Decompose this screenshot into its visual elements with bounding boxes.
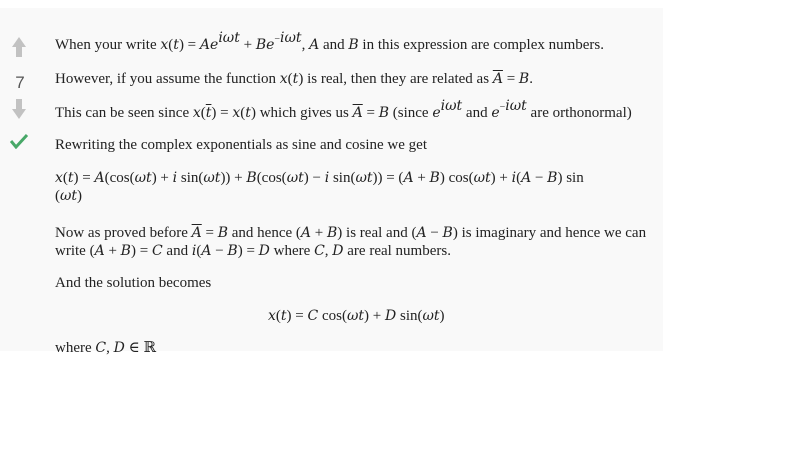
answer-card — [0, 8, 663, 356]
equation-solution: x(t) = C cos(ωt) + D sin(ωt) — [268, 308, 445, 324]
paragraph-1: When your write $x(t) = Ae^{i\omega t} + Be^{-i\omega t}$, A and B in this expression are complex numbers. — [55, 30, 605, 53]
vote-count: 7 — [15, 73, 25, 92]
paragraph-7: And the solution becomes — [55, 275, 212, 291]
checkmark-icon — [10, 133, 28, 149]
equation-expansion: x(t) = A(cos(ωt) + i sin(ωt)) + B(cos(ωt) − i sin(ωt)) = (A + B) cos(ωt) + i(A − B) sin (ωt) — [55, 170, 584, 204]
arrow-up-icon[interactable] — [12, 37, 26, 57]
arrow-down-icon[interactable] — [12, 99, 26, 119]
paragraph-2: However, if you assume the function x(t) is real, then they are related as $\overline{A} = B$. — [55, 71, 533, 87]
paragraph-9: where C, D ∈ ℝ — [55, 340, 156, 356]
paragraph-3: This can be seen since $x(\overline{t}) = x(t)$ which gives us $\overline{A} = B$ (since $e^{i\omega t}$ and $e^{-i\omega t}$ are orthonormal) — [55, 98, 632, 121]
paragraph-4: Rewriting the complex exponentials as sine and cosine we get — [55, 137, 427, 153]
paragraph-6: Now as proved before $\overline{A} = B$ and hence (A + B) is real and (A − B) is imaginary and hence we can write (A + B) = C and i(A − B) = D where C, D are real numbers. — [55, 225, 647, 259]
